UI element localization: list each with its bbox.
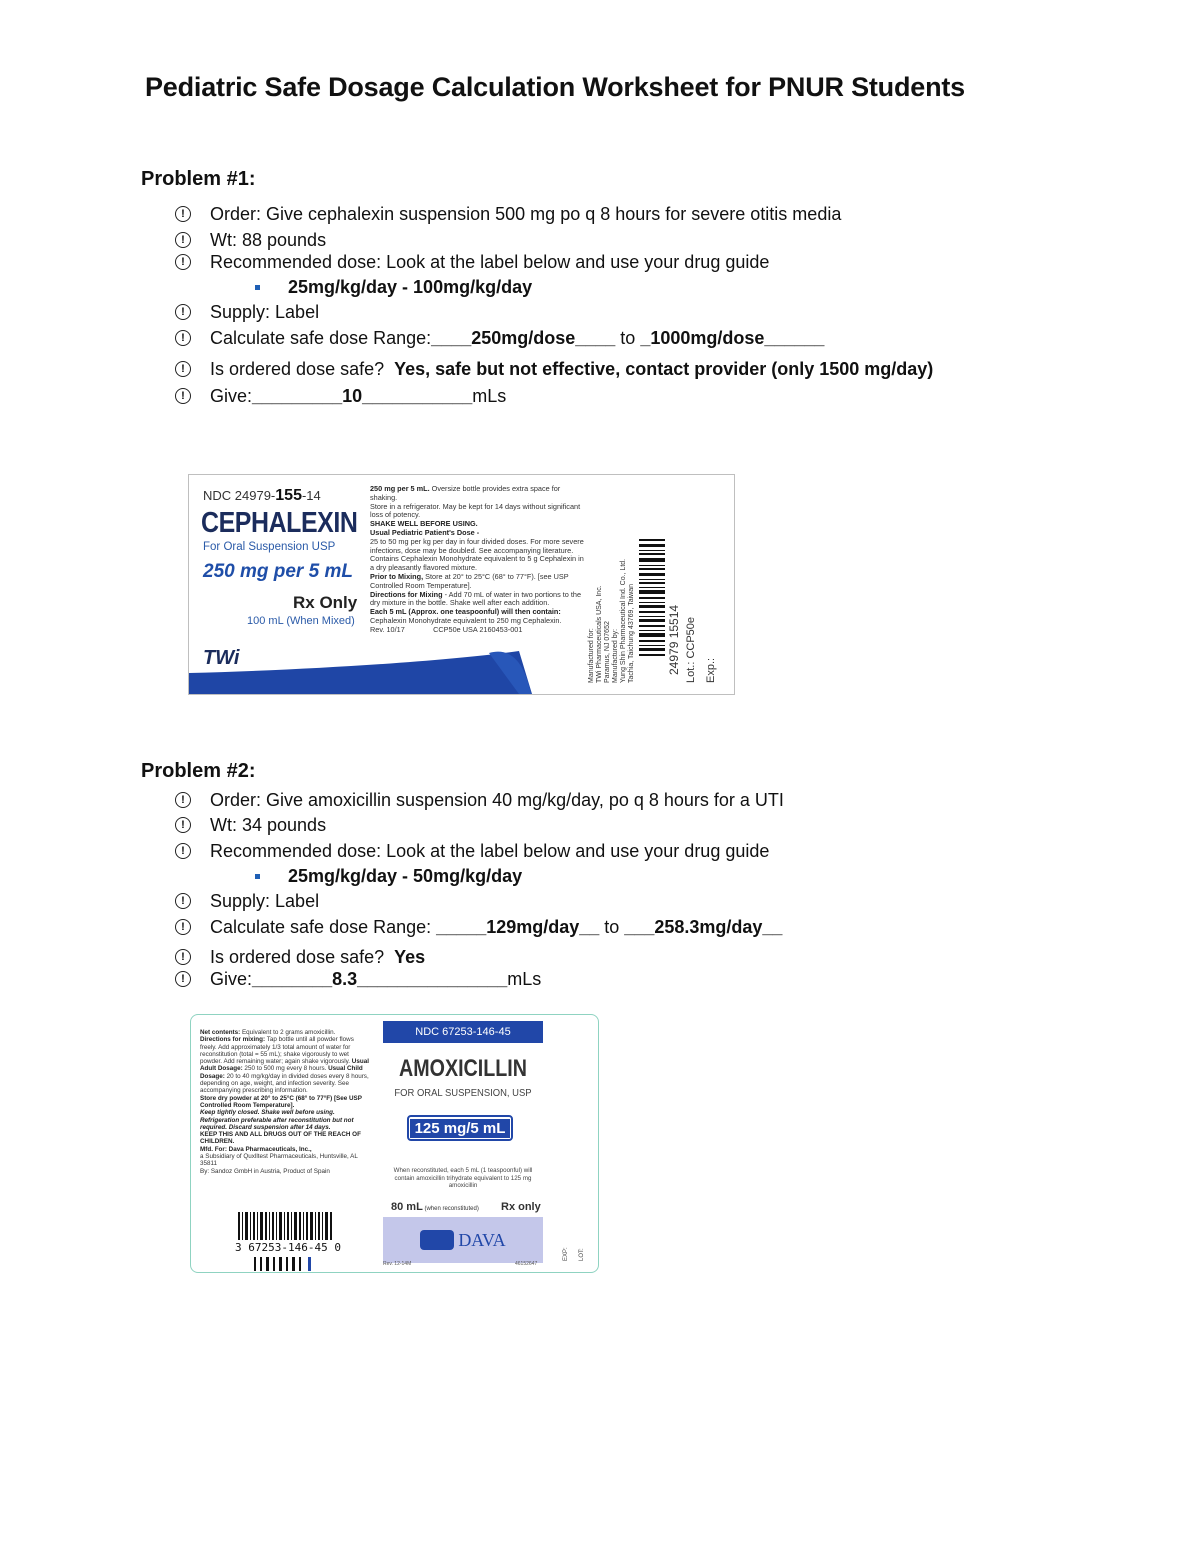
amoxicillin-ndc: NDC 67253-146-45 (383, 1021, 543, 1043)
circle-exclamation-icon: ! (175, 817, 191, 833)
cephalexin-rx: Rx Only (293, 593, 358, 612)
amoxicillin-main-panel (383, 1021, 543, 1263)
amoxicillin-lot: LOT: (579, 1248, 585, 1261)
cephalexin-form: For Oral Suspension USP (203, 541, 336, 553)
problem-1-supply: ! Supply: Label (175, 300, 319, 324)
cephalexin-lot: Lot.: CCP50e (685, 616, 697, 683)
cephalexin-strength: 250 mg per 5 mL (203, 561, 353, 582)
problem-1-recommended: ! Recommended dose: Look at the label below and use your drug guide (175, 250, 769, 274)
amoxicillin-label-text: Net contents: Equivalent to 2 grams amoxicillin. Directions for mixing: Tap bottle until all powder flows freely. Add approximately 1/3 total amount of water for reconstitution (total = 55 mL); shake vigorously to wet powder. Add remaining water; again shake vigorously. Usual Adult Dosage: 250 to 500 mg every 8 hours. Usual Child Dosage: 20 to 40 mg/kg/day in divided doses every 8 hours, depending on age, weight, and infection severity. See accompanying prescribing information. Store dry powder at 20° to 25°C (68° to 77°F) [See USP Controlled Room Temperature]. Keep tightly closed. Shake well before using. Refrigeration preferable after reconstitution but not required. Discard suspension after 14 days. KEEP THIS AND ALL DRUGS OUT OF THE REACH OF CHILDREN. Mfd. For: Dava Pharmaceuticals, Inc., a Subsidiary of Quxlltest Pharmaceuticals, Huntsville, AL 35811 By: Sandoz GmbH in Austria, Product of Spain (200, 1029, 369, 1175)
amoxicillin-barcode (238, 1212, 334, 1240)
amoxicillin-name: AMOXICILLIN (399, 1055, 527, 1082)
problem-2-give: ! Give: ________8.3_______________ mLs (175, 967, 541, 991)
amoxicillin-code: 46152647 (515, 1261, 538, 1267)
cephalexin-label-text: 250 mg per 5 mL. Oversize bottle provides extra space for shaking. Store in a refrigerator. May be kept for 14 days without significant loss of potency. SHAKE WELL BEFORE USING. Usual Pediatric Patient's Dose - 25 to 50 mg per kg per day in four divided doses. For more severe infections, dose may be doubled. See accompanying literature. Contains Cephalexin Monohydrate equivalent to 5 g Cephalexin in a dry pleasantly flavored mixture. Prior to Mixing, Store at 20° to 25°C (68° to 77°F). [see USP Controlled Room Temperature]. Directions for Mixing - Add 70 mL of water in two portions to the dry mixture in the bottle. Shake well after each addition. Each 5 mL (Approx. one teaspoonful) will then contain: Cephalexin Monohydrate equivalent to 250 mg Cephalexin. Rev. 10/17 CCP50e USA 2160453-001 (370, 484, 584, 634)
amoxicillin-rx: Rx only (501, 1201, 541, 1213)
amoxicillin-volume: 80 mL (when reconstituted) (391, 1201, 479, 1213)
circle-exclamation-icon: ! (175, 893, 191, 909)
square-bullet-icon (255, 285, 260, 290)
cephalexin-volume: 100 mL (When Mixed) (247, 615, 355, 627)
cephalexin-barcode-number: 24979 15514 (667, 604, 681, 675)
problem-2-supply: ! Supply: Label (175, 889, 319, 913)
problem-1-order: ! Order: Give cephalexin suspension 500 mg po q 8 hours for severe otitis media (175, 202, 841, 226)
problem-1-heading: Problem #1: (141, 168, 256, 190)
problem-2-recommended-value: 25mg/kg/day - 50mg/kg/day (255, 864, 522, 888)
page-title: Pediatric Safe Dosage Calculation Worksheet for PNUR Students (145, 72, 965, 102)
cephalexin-name: CEPHALEXIN (201, 507, 358, 539)
circle-exclamation-icon: ! (175, 843, 191, 859)
circle-exclamation-icon: ! (175, 330, 191, 346)
amoxicillin-exp: EXP: (563, 1247, 569, 1261)
problem-1-safe: ! Is ordered dose safe? Yes, safe but not effective, contact provider (only 1500 mg/day) (175, 357, 933, 381)
square-bullet-icon (255, 874, 260, 879)
twi-logo: TWi (203, 647, 240, 669)
amoxicillin-strength: 125 mg/5 mL (407, 1115, 513, 1141)
circle-exclamation-icon: ! (175, 232, 191, 248)
problem-1-weight: ! Wt: 88 pounds (175, 228, 326, 252)
problem-1-range: ! Calculate safe dose Range: ____250mg/dose____ to _1000mg/dose______ (175, 326, 824, 350)
cephalexin-exp: Exp.: (705, 657, 717, 683)
problem-2-range: ! Calculate safe dose Range: _____129mg/day__ to ___258.3mg/day__ (175, 915, 782, 939)
cephalexin-barcode (639, 539, 665, 657)
problem-1-recommended-value: 25mg/kg/day - 100mg/kg/day (255, 275, 532, 299)
dava-logo-mark-icon (420, 1230, 454, 1250)
amoxicillin-small-barcode (254, 1257, 324, 1271)
circle-exclamation-icon: ! (175, 949, 191, 965)
amoxicillin-rev: Rev. 12-14M (383, 1261, 412, 1267)
circle-exclamation-icon: ! (175, 388, 191, 404)
circle-exclamation-icon: ! (175, 254, 191, 270)
amoxicillin-reconstitution: When reconstituted, each 5 mL (1 teaspoonful) will contain amoxicillin trihydrate equivalent to 125 mg amoxicillin (393, 1167, 533, 1190)
circle-exclamation-icon: ! (175, 361, 191, 377)
cephalexin-label (188, 474, 735, 695)
cephalexin-ndc: NDC 24979-155-14 (203, 487, 321, 504)
circle-exclamation-icon: ! (175, 792, 191, 808)
circle-exclamation-icon: ! (175, 919, 191, 935)
amoxicillin-label (190, 1014, 599, 1273)
problem-2-order: ! Order: Give amoxicillin suspension 40 mg/kg/day, po q 8 hours for a UTI (175, 788, 784, 812)
problem-2-heading: Problem #2: (141, 760, 256, 782)
dava-logo: DAVA (383, 1217, 543, 1263)
amoxicillin-barcode-number: 3 67253-146-45 0 (235, 1241, 341, 1254)
circle-exclamation-icon: ! (175, 206, 191, 222)
problem-2-recommended: ! Recommended dose: Look at the label below and use your drug guide (175, 839, 769, 863)
cephalexin-manufacturer: Manufactured for: TWi Pharmaceuticals USA, Inc. Paramus, NJ 07652 Manufactured by: Yung Shin Pharmaceutical Ind. Co., Ltd. Tachia, Taichung 43769, Taiwan (588, 558, 635, 683)
amoxicillin-form: FOR ORAL SUSPENSION, USP (394, 1087, 532, 1099)
circle-exclamation-icon: ! (175, 971, 191, 987)
problem-2-weight: ! Wt: 34 pounds (175, 813, 326, 837)
problem-1-give: ! Give: _________10___________ mLs (175, 384, 506, 408)
circle-exclamation-icon: ! (175, 304, 191, 320)
problem-2-safe: ! Is ordered dose safe? Yes (175, 945, 425, 969)
